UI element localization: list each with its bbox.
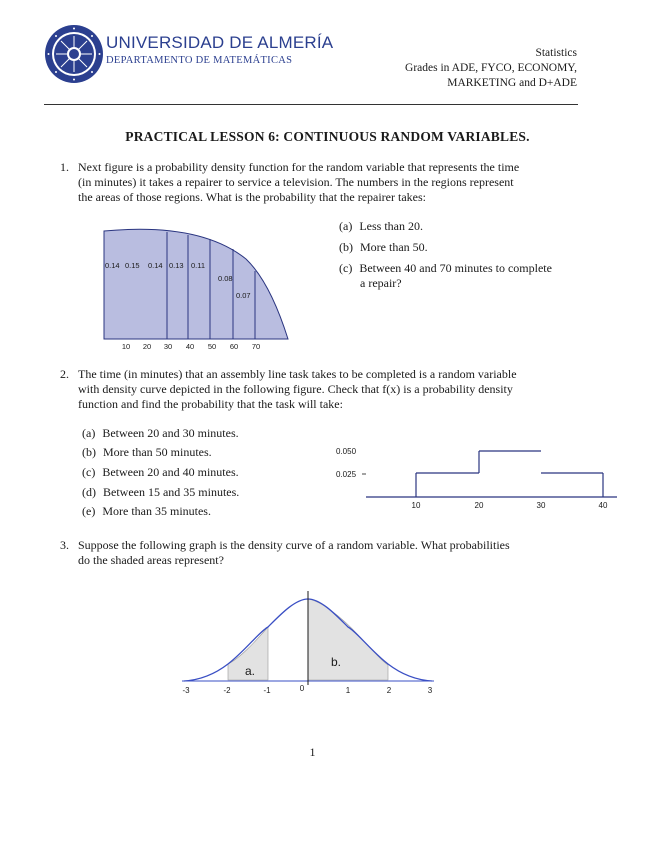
university-name: UNIVERSIDAD DE ALMERÍA [106, 33, 334, 52]
question-1-line: Next figure is a probability density function for the random variable that represents the time [78, 160, 520, 174]
option-label: (d) [82, 485, 96, 499]
option-label: (a) [339, 219, 353, 233]
question-2-number: 2. [60, 367, 69, 381]
question-2-option-e [82, 504, 211, 519]
shaded-area-label: b. [330, 655, 342, 669]
question-2-text [78, 367, 580, 412]
question-1-option-c-continued: a repair? [360, 276, 402, 290]
question-1-number: 1. [60, 160, 69, 174]
option-text: Between 40 and 70 minutes to complete [359, 261, 552, 275]
option-label: (e) [82, 504, 96, 518]
x-tick-label: 3 [427, 686, 433, 695]
option-text: Less than 20. [359, 219, 423, 233]
region-area-label: 0.14 [105, 261, 120, 270]
shaded-area-b [308, 599, 388, 680]
x-tick-label: 1 [345, 686, 351, 695]
region-area-label: 0.07 [236, 291, 251, 300]
question-3-line: Suppose the following graph is the density curve of a random variable. What probabilities [78, 538, 510, 552]
x-tick-label: 20 [474, 501, 484, 510]
department-name: DEPARTAMENTO DE MATEMÁTICAS [106, 55, 293, 66]
question-2-line: function and find the probability that the task will take: [78, 397, 343, 411]
bell-curve-density-chart [170, 585, 450, 700]
option-label: (c) [339, 261, 353, 275]
x-tick-label: -2 [223, 686, 231, 695]
question-1-option-c [339, 261, 552, 276]
x-tick-label: 10 [411, 501, 421, 510]
question-1-line: (in minutes) it takes a repairer to service a television. The numbers in the regions represent [78, 175, 514, 189]
density-region-fill [104, 229, 288, 339]
question-2-line: The time (in minutes) that an assembly line task takes to be completed is a random variable [78, 367, 517, 381]
x-tick-label: 2 [386, 686, 392, 695]
x-tick-label: 10 [121, 342, 131, 351]
question-1-text [78, 160, 580, 205]
question-2-option-d [82, 485, 239, 500]
option-text: More than 50. [360, 240, 428, 254]
course-info [405, 46, 577, 91]
question-2-option-a [82, 426, 239, 441]
x-tick-label: 50 [207, 342, 217, 351]
assembly-time-step-chart [330, 440, 622, 514]
x-tick-label: 40 [185, 342, 195, 351]
header-divider [44, 104, 578, 105]
region-area-label: 0.11 [191, 261, 206, 270]
region-area-label: 0.08 [218, 274, 233, 283]
x-tick-label: 20 [142, 342, 152, 351]
option-label: (b) [339, 240, 353, 254]
option-label: (a) [82, 426, 96, 440]
repair-time-density-chart [100, 222, 300, 354]
x-tick-label: 0 [299, 684, 305, 693]
option-label: (b) [82, 445, 96, 459]
question-3-line: do the shaded areas represent? [78, 553, 224, 567]
question-2-line: with density curve depicted in the following figure. Check that f(x) is a probability density [78, 382, 513, 396]
question-3-number: 3. [60, 538, 69, 552]
x-tick-label: 40 [598, 501, 608, 510]
grades-line-1: Grades in ADE, FYCO, ECONOMY, [405, 62, 577, 74]
region-area-label: 0.14 [148, 261, 163, 270]
x-tick-label: 60 [229, 342, 239, 351]
grades-line-2: MARKETING and D+ADE [447, 77, 577, 89]
x-tick-label: 70 [251, 342, 261, 351]
x-tick-label: 30 [163, 342, 173, 351]
shaded-area-label: a. [244, 664, 256, 678]
region-area-label: 0.15 [125, 261, 140, 270]
x-tick-label: 30 [536, 501, 546, 510]
question-1-line: the areas of those regions. What is the probability that the repairer takes: [78, 190, 426, 204]
question-2-option-b [82, 445, 212, 460]
question-1-option-a [339, 219, 423, 234]
y-tick-label: 0.050 [336, 447, 357, 456]
option-text: Between 20 and 30 minutes. [102, 426, 239, 440]
x-tick-label: -1 [263, 686, 271, 695]
question-2-option-c [82, 465, 239, 480]
option-text: More than 35 minutes. [102, 504, 211, 518]
region-area-label: 0.13 [169, 261, 184, 270]
option-text: Between 15 and 35 minutes. [103, 485, 240, 499]
lesson-title: PRACTICAL LESSON 6: CONTINUOUS RANDOM VARIABLES. [125, 129, 530, 144]
option-text: More than 50 minutes. [103, 445, 212, 459]
question-1-option-b [339, 240, 428, 255]
x-tick-label: -3 [182, 686, 190, 695]
question-3-text [78, 538, 580, 568]
university-seal-logo [44, 24, 104, 84]
option-text: Between 20 and 40 minutes. [102, 465, 239, 479]
option-label: (c) [82, 465, 96, 479]
page-number: 1 [309, 745, 316, 759]
y-tick-label: 0.025 [336, 470, 357, 479]
subject-label: Statistics [535, 47, 577, 59]
